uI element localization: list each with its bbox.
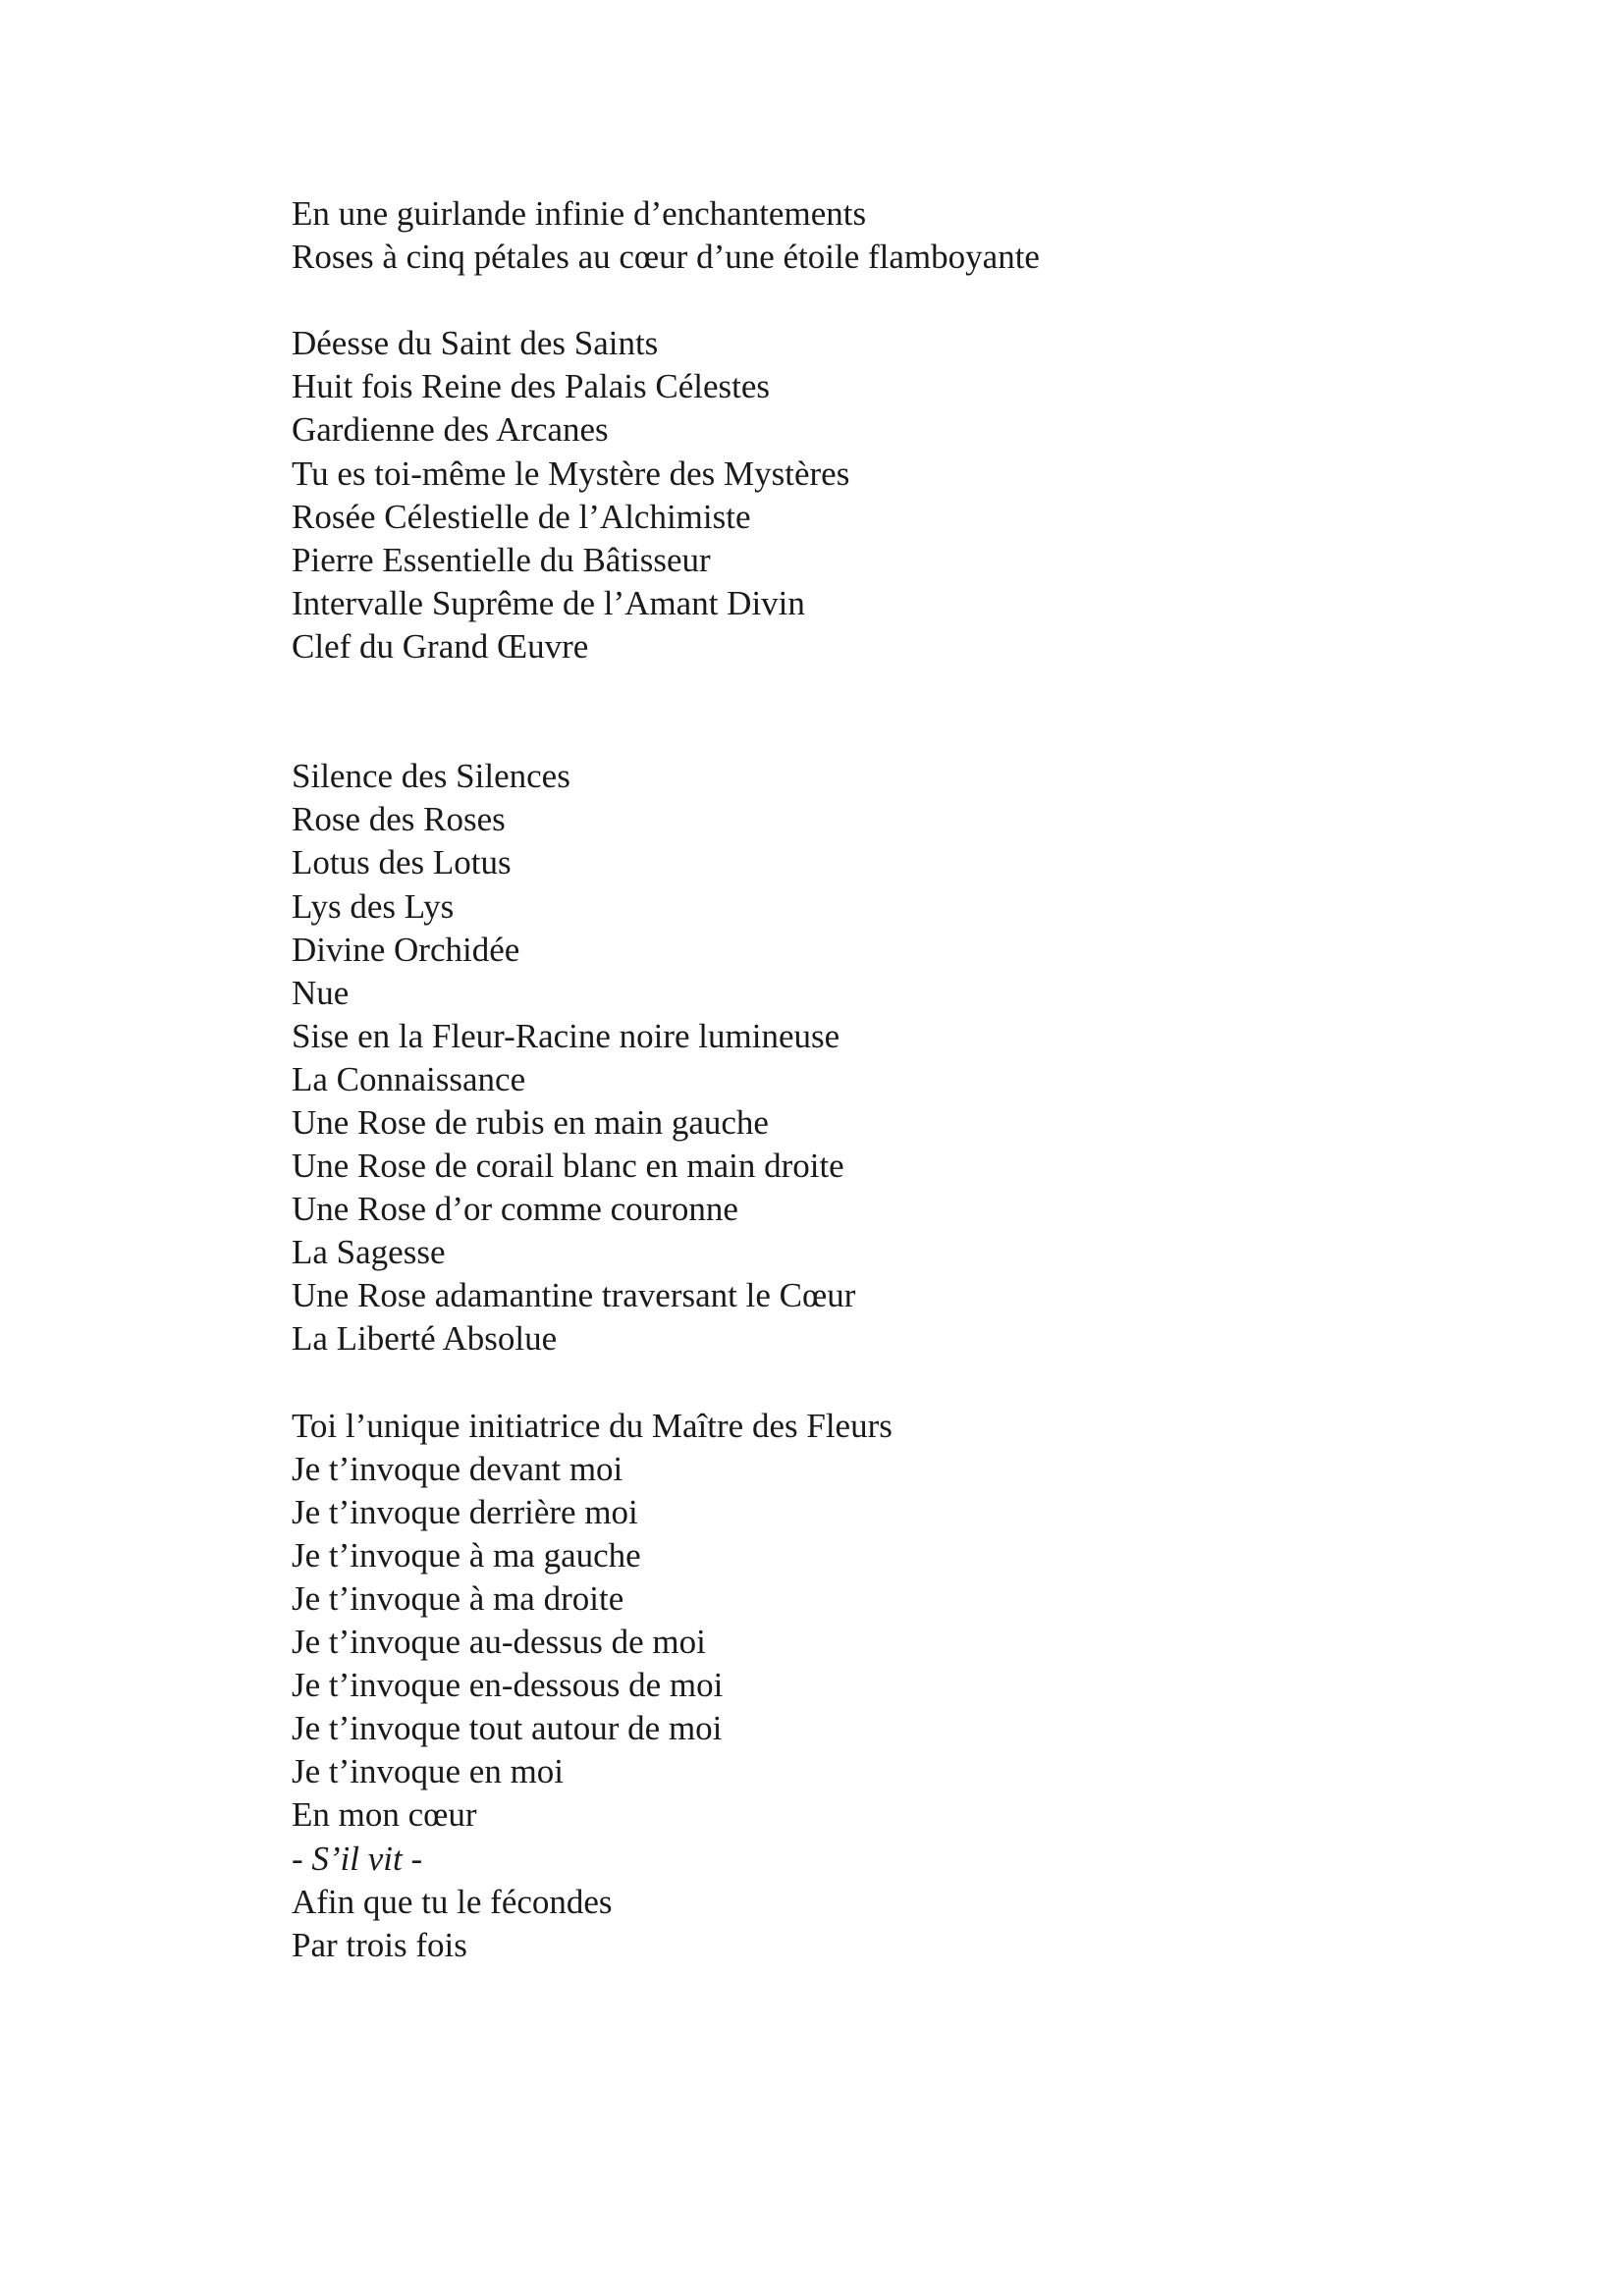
- poem-line: Divine Orchidée: [292, 930, 520, 969]
- poem-line: Je t’invoque en moi: [292, 1752, 565, 1791]
- poem-line: Intervalle Suprême de l’Amant Divin: [292, 583, 805, 622]
- poem-line: En mon cœur: [292, 1795, 477, 1835]
- stanza-1: [292, 192, 1421, 279]
- stanza-4: [292, 1405, 1421, 1967]
- poem-line: Lotus des Lotus: [292, 843, 512, 882]
- poem-line: Roses à cinq pétales au cœur d’une étoile flamboyante: [292, 238, 1040, 277]
- poem-line: La Connaissance: [292, 1059, 526, 1098]
- poem-line: Tu es toi-même le Mystère des Mystères: [292, 454, 850, 493]
- stanza-2: [292, 322, 1421, 668]
- poem-line: Rose des Roses: [292, 800, 506, 839]
- poem-line: Je t’invoque derrière moi: [292, 1492, 638, 1531]
- poem-line: En une guirlande infinie d’enchantements: [292, 194, 867, 233]
- poem-line: Par trois fois: [292, 1925, 467, 1964]
- poem-line: La Liberté Absolue: [292, 1319, 558, 1359]
- poem-line: Pierre Essentielle du Bâtisseur: [292, 540, 711, 579]
- poem-line: Une Rose de rubis en main gauche: [292, 1102, 769, 1142]
- poem-line: Nue: [292, 973, 350, 1012]
- poem-line: Je t’invoque en-dessous de moi: [292, 1666, 724, 1705]
- poem-line: Toi l’unique initiatrice du Maître des Fleurs: [292, 1406, 893, 1445]
- poem-line: Huit fois Reine des Palais Célestes: [292, 367, 771, 406]
- poem-line: Clef du Grand Œuvre: [292, 626, 589, 666]
- stanza-3: [292, 755, 1421, 1361]
- poem-line: Gardienne des Arcanes: [292, 410, 609, 450]
- poem-line: Je t’invoque à ma gauche: [292, 1535, 641, 1575]
- poem-line: Je t’invoque au-dessus de moi: [292, 1623, 706, 1662]
- poem-body: [292, 192, 1421, 1967]
- poem-line: Une Rose de corail blanc en main droite: [292, 1147, 844, 1186]
- poem-line-italic: - S’il vit -: [292, 1839, 423, 1878]
- poem-line: Rosée Célestielle de l’Alchimiste: [292, 497, 751, 536]
- stanza-break: [292, 1362, 1421, 1405]
- poem-line: Sise en la Fleur-Racine noire lumineuse: [292, 1016, 840, 1055]
- poem-line: Lys des Lys: [292, 886, 455, 926]
- stanza-break: [292, 279, 1421, 322]
- poem-line: Je t’invoque devant moi: [292, 1449, 623, 1488]
- poem-line: Une Rose d’or comme couronne: [292, 1190, 738, 1229]
- poem-line: Une Rose adamantine traversant le Cœur: [292, 1276, 856, 1315]
- poem-line: Je t’invoque à ma droite: [292, 1579, 624, 1618]
- poem-line: Déesse du Saint des Saints: [292, 324, 659, 363]
- poem-line: Afin que tu le fécondes: [292, 1882, 613, 1921]
- poem-line: Je t’invoque tout autour de moi: [292, 1709, 723, 1748]
- poem-line: Silence des Silences: [292, 757, 570, 796]
- stanza-break: [292, 668, 1421, 755]
- poem-line: La Sagesse: [292, 1233, 446, 1272]
